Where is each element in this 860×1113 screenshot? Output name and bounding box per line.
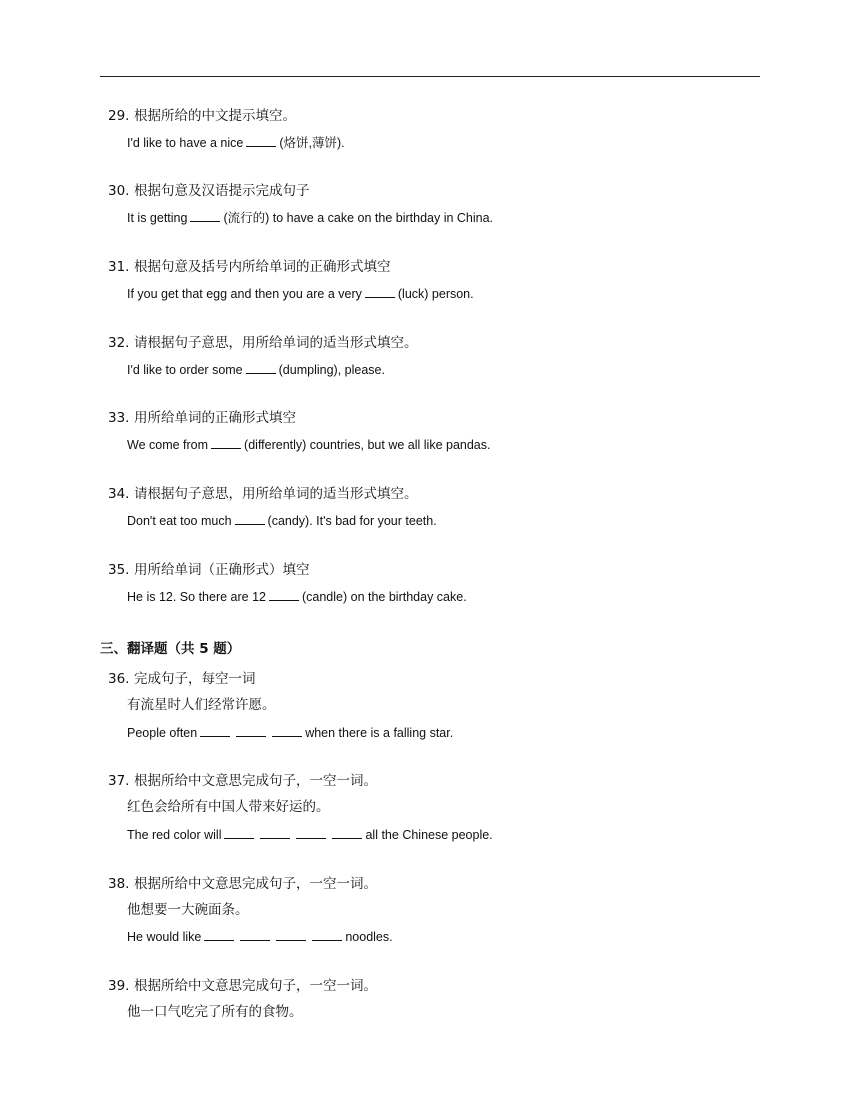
question-36-sentence: People often when there is a falling star. [127,726,454,740]
answer-blank[interactable] [246,135,276,147]
question-32-sentence: I'd like to order some (dumpling), please. [127,363,385,377]
question-35-sentence: He is 12. So there are 12 (candle) on the birthday cake. [127,590,467,604]
answer-blank[interactable] [260,827,290,839]
answer-blank[interactable] [312,929,342,941]
question-29-sentence: I'd like to have a nice (烙饼,薄饼). [127,136,345,150]
question-37-sentence: The red color will all the Chinese people. [127,828,493,842]
answer-blank[interactable] [269,589,299,601]
question-32-prompt: 32. 请根据句子意思，用所给单词的适当形式填空。 [108,335,418,351]
question-38-sentence: He would like noodles. [127,930,393,944]
question-39-prompt: 39. 根据所给中文意思完成句子，一空一词。 [108,978,377,994]
answer-blank[interactable] [276,929,306,941]
question-37-prompt: 37. 根据所给中文意思完成句子，一空一词。 [108,773,377,789]
answer-blank[interactable] [240,929,270,941]
answer-blank[interactable] [204,929,234,941]
question-34-sentence: Don't eat too much (candy). It's bad for your teeth. [127,514,437,528]
question-30-prompt: 30. 根据句意及汉语提示完成句子 [108,183,310,199]
answer-blank[interactable] [296,827,326,839]
question-38-chinese: 他想要一大碗面条。 [127,902,249,918]
answer-blank[interactable] [246,362,276,374]
question-39-chinese: 他一口气吃完了所有的食物。 [127,1004,303,1020]
question-33-prompt: 33. 用所给单词的正确形式填空 [108,410,296,426]
question-36-chinese: 有流星时人们经常许愿。 [127,697,276,713]
question-35-prompt: 35. 用所给单词（正确形式）填空 [108,562,310,578]
question-36-prompt: 36. 完成句子，每空一词 [108,671,256,687]
question-29-prompt: 29. 根据所给的中文提示填空。 [108,108,296,124]
question-33-sentence: We come from (differently) countries, but we all like pandas. [127,438,491,452]
section-title: 三、翻译题（共 5 题） [100,641,241,657]
header-rule [100,76,760,77]
answer-blank[interactable] [365,286,395,298]
answer-blank[interactable] [211,437,241,449]
question-37-chinese: 红色会给所有中国人带来好运的。 [127,799,330,815]
question-34-prompt: 34. 请根据句子意思，用所给单词的适当形式填空。 [108,486,418,502]
question-30-sentence: It is getting (流行的) to have a cake on the birthday in China. [127,211,494,225]
question-31-sentence: If you get that egg and then you are a very (luck) person. [127,287,474,301]
answer-blank[interactable] [332,827,362,839]
answer-blank[interactable] [224,827,254,839]
answer-blank[interactable] [272,725,302,737]
question-38-prompt: 38. 根据所给中文意思完成句子，一空一词。 [108,876,377,892]
answer-blank[interactable] [200,725,230,737]
question-31-prompt: 31. 根据句意及括号内所给单词的正确形式填空 [108,259,391,275]
answer-blank[interactable] [236,725,266,737]
answer-blank[interactable] [190,210,220,222]
answer-blank[interactable] [235,513,265,525]
